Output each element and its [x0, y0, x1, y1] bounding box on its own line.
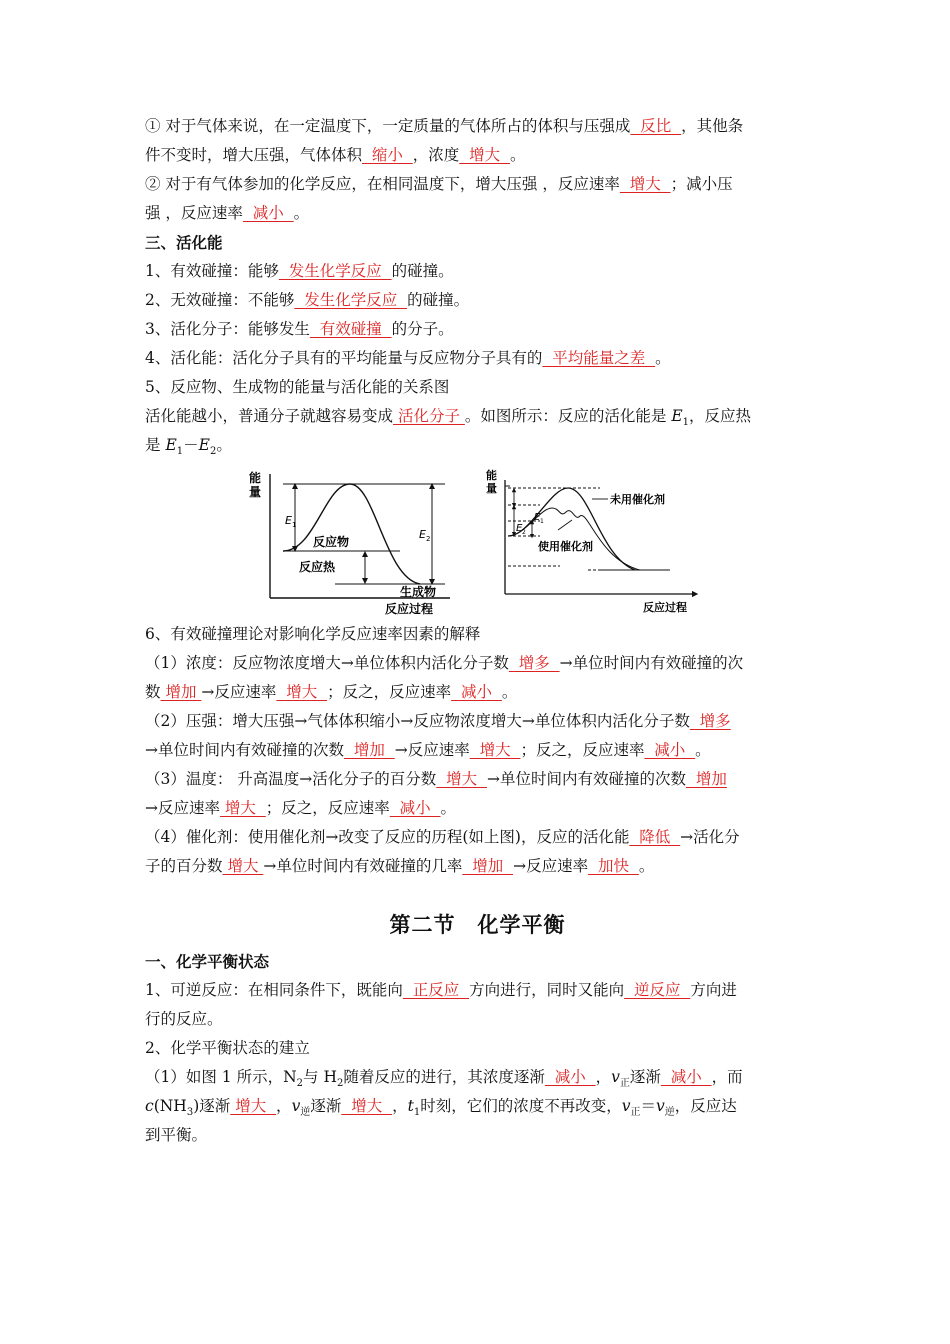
answer-blank: 增大	[222, 857, 264, 875]
energy-figures	[145, 466, 810, 616]
answer-blank: 增大	[469, 741, 521, 759]
item-effective-collision: 1、有效碰撞：能够 发生化学反应 的碰撞。	[145, 262, 454, 280]
energy-diagram-1	[245, 466, 465, 616]
fig1-product-label: 生成物	[400, 585, 437, 599]
answer-blank: 降低	[629, 828, 681, 846]
equilibrium-explain-3: 到平衡。	[145, 1126, 208, 1144]
fig1-reactant-label: 反应物	[313, 535, 350, 549]
answer-blank: 增加	[344, 741, 395, 759]
answer-blank: 发生化学反应	[294, 291, 408, 309]
reversible-reaction-2: 行的反应。	[145, 1010, 223, 1028]
answer-blank: 增多	[689, 712, 731, 730]
equilibrium-explain-1: （1）如图 1 所示，$N_2$与 $H_2$随着反应的进行，其浓度逐渐 减小 ，$v_正$逐渐 减小 ，而	[145, 1068, 743, 1090]
answer-blank: 增加	[160, 683, 202, 701]
fig1-e2-label: E	[419, 528, 426, 541]
fig2-with-catalyst-label: 使用催化剂	[538, 540, 593, 553]
factor-catalyst-1: （4）催化剂：使用催化剂→改变了反应的历程(如上图)，反应的活化能 降低 →活化分	[145, 828, 740, 846]
answer-blank: 发生化学反应	[278, 262, 392, 280]
factor-concentration-2: 数 增加 →反应速率 增大 ；反之，反应速率 减小 。	[145, 683, 518, 701]
fig2-no-catalyst-label: 未用催化剂	[610, 493, 665, 506]
para-gas-4: 强 ，反应速率 减小 。	[145, 204, 310, 222]
answer-blank: 增大	[276, 683, 328, 701]
fig2-y-label: 量	[486, 482, 497, 495]
answer-blank: 增大	[230, 1097, 277, 1115]
fig2-e2-label: E	[516, 523, 523, 534]
answer-blank: 反比	[630, 117, 682, 135]
equilibrium-explain-2: $c(NH_3)$逐渐 增大 ，$v_逆$逐渐 增大 ，$t_1$时刻，它们的浓度不再改变，$v_正=v_逆$，反应达	[145, 1097, 737, 1119]
answer-blank: 减小	[451, 683, 502, 701]
section-heading-activation: 三、活化能	[145, 233, 223, 252]
para-gas-2: 件不变时，增大压强，气体体积 缩小 ，浓度 增大 。	[145, 146, 526, 164]
fig2-e1-sub: 1	[540, 518, 544, 525]
answer-blank: 增加	[686, 770, 727, 788]
answer-blank: 缩小	[362, 146, 413, 164]
item-activation-energy: 4、活化能：活化分子具有的平均能量与反应物分子具有的 平均能量之差 。	[145, 349, 671, 367]
item-activated-molecule: 3、活化分子：能够发生 有效碰撞 的分子。	[145, 320, 454, 338]
page-content	[145, 112, 810, 1150]
fig2-x-label: 反应过程	[643, 601, 687, 614]
fig1-y-label: 量	[249, 485, 262, 499]
para-gas-3: ② 对于有气体参加的化学反应，在相同温度下，增大压强 ，反应速率 增大 ；减小压	[145, 175, 733, 193]
answer-blank: 加快	[588, 857, 639, 875]
answer-blank: 有效碰撞	[309, 320, 392, 338]
fig1-y-label: 能	[249, 471, 262, 485]
answer-blank: 增加	[462, 857, 514, 875]
answer-blank: 活化分子	[393, 407, 465, 425]
answer-blank: 增大	[619, 175, 671, 193]
answer-blank: 平均能量之差	[542, 349, 656, 367]
answer-blank: 增大	[436, 770, 487, 788]
answer-blank: 逆反应	[624, 981, 691, 999]
fig1-e1-label: E	[285, 514, 292, 527]
answer-blank: 减小	[544, 1068, 596, 1086]
fig1-x-label: 反应过程	[385, 602, 434, 616]
fig2-e2-sub: 2	[522, 529, 526, 536]
answer-blank: 减小	[660, 1068, 712, 1086]
answer-blank: 增大	[341, 1097, 393, 1115]
factor-catalyst-2: 子的百分数 增大 →单位时间内有效碰撞的几率 增加 →反应速率 加快 。	[145, 857, 655, 875]
fig2-e1-label: E	[534, 512, 541, 523]
item-ineffective-collision: 2、无效碰撞：不能够 发生化学反应 的碰撞。	[145, 291, 470, 309]
answer-blank: 正反应	[402, 981, 470, 999]
item-energy-text-2: 是 $E_1-E_2$。	[145, 436, 232, 458]
reversible-reaction-1: 1、可逆反应：在相同条件下，既能向 正反应 方向进行，同时又能向 逆反应 方向进	[145, 981, 737, 999]
answer-blank: 增大	[459, 146, 510, 164]
factor-concentration-1: （1）浓度：反应物浓度增大→单位体积内活化分子数 增多 →单位时间内有效碰撞的次	[145, 654, 744, 672]
fig1-heat-label: 反应热	[299, 560, 336, 574]
factor-temperature-2: →反应速率 增大 ；反之，反应速率 减小 。	[145, 799, 457, 817]
answer-blank: 减小	[242, 204, 294, 222]
answer-blank: 增多	[508, 654, 560, 672]
answer-blank: 增大	[220, 799, 266, 817]
energy-diagram-2	[480, 462, 710, 617]
item-energy-text-1: 活化能越小，普通分子就越容易变成 活化分子 。如图所示：反应的活化能是 $E_1$，反应热	[145, 407, 752, 429]
answer-blank: 减小	[644, 741, 696, 759]
factor-pressure-1: （2）压强：增大压强→气体体积缩小→反应物浓度增大→单位体积内活化分子数 增多	[145, 712, 731, 730]
equilibrium-establishment: 2、化学平衡状态的建立	[145, 1039, 310, 1057]
para-gas-1: ① 对于气体来说，在一定温度下，一定质量的气体所占的体积与压强成 反比 ，其他条	[145, 117, 744, 135]
answer-blank: 减小	[389, 799, 441, 817]
factor-pressure-2: →单位时间内有效碰撞的次数 增加 →反应速率 增大 ；反之，反应速率 减小 。	[145, 741, 711, 759]
section-title-chemical-equilibrium: 第二节 化学平衡	[389, 912, 566, 937]
equilibrium-heading: 一、化学平衡状态	[145, 952, 270, 971]
fig1-e1-sub: 1	[292, 521, 297, 529]
item-collision-theory: 6、有效碰撞理论对影响化学反应速率因素的解释	[145, 625, 481, 643]
fig2-y-label: 能	[486, 469, 497, 482]
fig1-e2-sub: 2	[426, 535, 431, 543]
item-energy-diagram: 5、反应物、生成物的能量与活化能的关系图	[145, 378, 450, 396]
factor-temperature-1: （3）温度： 升高温度→活化分子的百分数 增大 →单位时间内有效碰撞的次数 增加	[145, 770, 727, 788]
